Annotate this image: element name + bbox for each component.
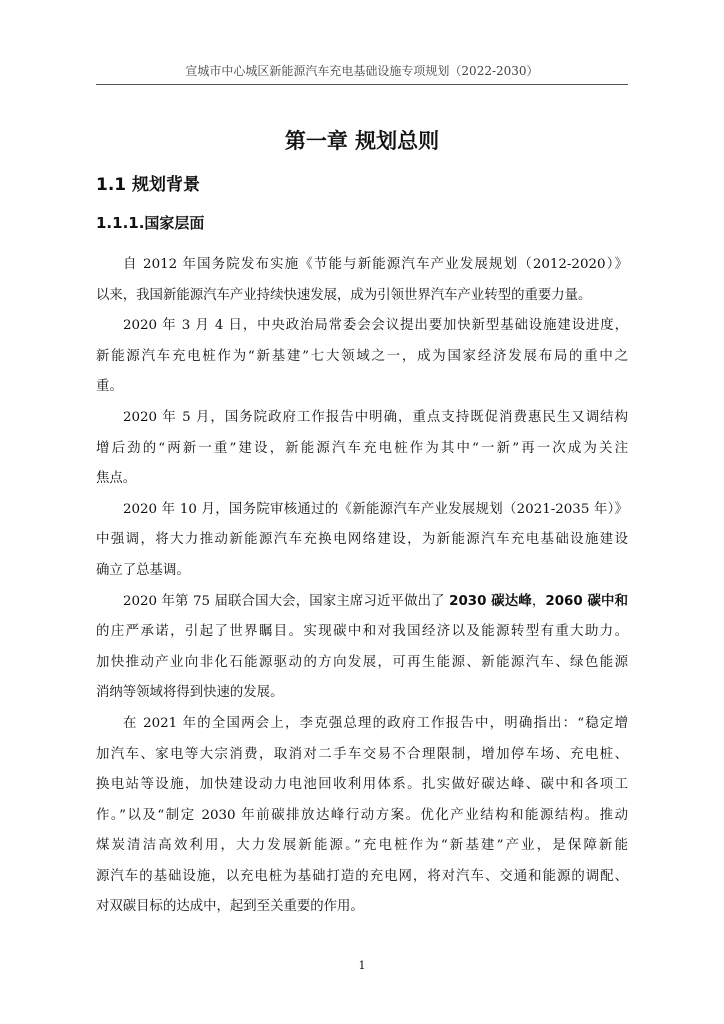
- paragraph-line: 新能源汽车充电桩作为“新基建”七大领域之一，成为国家经济发展布局的重中之: [96, 348, 628, 364]
- paragraph-2020-may: [96, 403, 628, 495]
- paragraph-2020-march: [96, 311, 628, 403]
- paragraph-line: 换电站等设施，加快建设动力电池回收利用体系。扎实做好碳达峰、碳中和各项工: [96, 777, 628, 793]
- paragraph-line: 加快推动产业向非化石能源驱动的方向发展，可再生能源、新能源汽车、绿色能源: [96, 654, 628, 670]
- paragraph-2020-october: [96, 495, 628, 587]
- running-header: [96, 62, 628, 85]
- paragraph-un-assembly: [96, 587, 628, 709]
- paragraph-line: [96, 587, 628, 618]
- running-header-title: 宣城市中心城区新能源汽车充电基础设施专项规划（2022-2030）: [185, 64, 539, 78]
- chapter-title: 第一章 规划总则: [284, 129, 440, 153]
- paragraph-line: 的庄严承诺，引起了世界瞩目。实现碳中和对我国经济以及能源转型有重大助力。: [96, 624, 628, 640]
- paragraph-line: 2020 年 5 月，国务院政府工作报告中明确，重点支持既促消费惠民生又调结构: [123, 409, 628, 425]
- paragraph-text: 2020 年第 75 届联合国大会，国家主席习近平做出了: [123, 593, 450, 609]
- paragraph-line: 增后劲的“两新一重”建设，新能源汽车充电桩作为其中“一新”再一次成为关注: [96, 440, 628, 456]
- carbon-peak-emphasis: 2030 碳达峰: [449, 593, 532, 609]
- paragraph-line: 作。”以及“制定 2030 年前碳排放达峰行动方案。优化产业结构和能源结构。推动: [96, 807, 628, 823]
- paragraph-line: 2020 年 3 月 4 日，中央政治局常委会会议提出要加快新型基础设施建设进度，: [123, 318, 628, 334]
- paragraph-line: 重。: [96, 379, 123, 395]
- paragraph-line: 焦点。: [96, 471, 137, 487]
- paragraph-line: 加汽车、家电等大宗消费，取消对二手车交易不合理限制，增加停车场、充电桩、: [96, 746, 628, 762]
- paragraph-2012-plan: [96, 250, 628, 311]
- paragraph-line: 在 2021 年的全国两会上，李克强总理的政府工作报告中，明确指出：“稳定增: [123, 715, 628, 731]
- paragraph-line: 对双碳目标的达成中，起到至关重要的作用。: [96, 899, 364, 915]
- body-text: [96, 250, 628, 923]
- paragraph-line: 源汽车的基础设施，以充电桩为基础打造的充电网，将对汽车、交通和能源的调配、: [96, 868, 628, 884]
- paragraph-text: ，: [531, 593, 546, 609]
- section-heading: 1.1 规划背景: [96, 175, 201, 195]
- page-number: 1: [358, 959, 366, 972]
- paragraph-line: 确立了总基调。: [96, 562, 190, 578]
- subsection-heading: 1.1.1.国家层面: [96, 214, 205, 232]
- carbon-neutral-emphasis: 2060 碳中和: [545, 593, 628, 609]
- paragraph-line: 自 2012 年国务院发布实施《节能与新能源汽车产业发展规划（2012-2020）》: [123, 257, 628, 272]
- paragraph-line: 以来，我国新能源汽车产业持续快速发展，成为引领世界汽车产业转型的重要力量。: [96, 287, 592, 303]
- paragraph-2021-two-sessions: [96, 709, 628, 923]
- paragraph-line: 2020 年 10 月，国务院审核通过的《新能源汽车产业发展规划（2021-2035 年）》: [123, 501, 628, 517]
- paragraph-line: 中强调，将大力推动新能源汽车充换电网络建设，为新能源汽车充电基础设施建设: [96, 532, 628, 548]
- paragraph-line: 消纳等领域将得到快速的发展。: [96, 685, 284, 701]
- paragraph-line: 煤炭清洁高效利用，大力发展新能源。”充电桩作为“新基建”产业，是保障新能: [96, 838, 628, 854]
